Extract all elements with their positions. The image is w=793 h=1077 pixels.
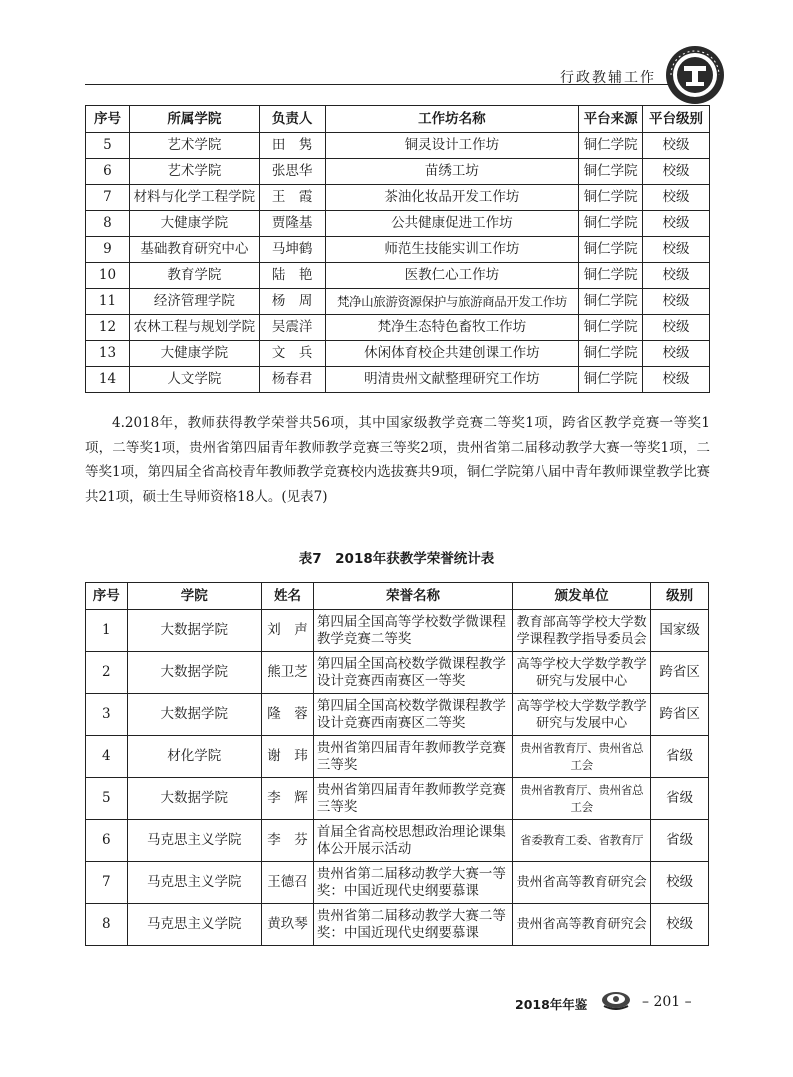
cell: 铜仁学院: [579, 315, 643, 341]
cell: 8: [86, 904, 128, 946]
cell: 铜仁学院: [579, 367, 643, 393]
cell: 第四届全国高等学校数学微课程教学竞赛二等奖: [313, 610, 512, 652]
cell: 马克思主义学院: [127, 820, 262, 862]
table-row: [86, 367, 710, 393]
cell: 14: [86, 367, 130, 393]
cell: 校级: [643, 185, 710, 211]
cell: 大数据学院: [127, 610, 262, 652]
table-row: [86, 904, 709, 946]
cell: 苗绣工坊: [325, 159, 579, 185]
cell: 李 芬: [262, 820, 314, 862]
cell: 省委教育工委、省教育厅: [513, 820, 651, 862]
cell: 贵州省高等教育研究会: [513, 862, 651, 904]
cell: 省级: [651, 778, 709, 820]
col-header: 序号: [86, 106, 130, 133]
running-header: 行政教辅工作: [560, 70, 656, 86]
cell: 首届全省高校思想政治理论课集体公开展示活动: [313, 820, 512, 862]
cell: 贵州省教育厅、贵州省总工会: [513, 736, 651, 778]
cell: 第四届全国高校数学微课程教学设计竞赛西南赛区一等奖: [313, 652, 512, 694]
col-header: 荣誉名称: [313, 583, 512, 610]
cell: 隆 蓉: [262, 694, 314, 736]
cell: 贵州省第二届移动教学大赛二等奖：中国近现代史纲要慕课: [313, 904, 512, 946]
table-row: [86, 211, 710, 237]
table-row: [86, 820, 709, 862]
table-row: [86, 778, 709, 820]
cell: 校级: [643, 159, 710, 185]
cell: 铜仁学院: [579, 341, 643, 367]
table-header-row: [86, 583, 709, 610]
cell: 梵净生态特色畜牧工作坊: [325, 315, 579, 341]
cell: 材化学院: [127, 736, 262, 778]
cell: 杨春君: [259, 367, 325, 393]
cell: 刘 声: [262, 610, 314, 652]
cell: 王 霞: [259, 185, 325, 211]
cell: 艺术学院: [129, 159, 259, 185]
cell: 材料与化学工程学院: [129, 185, 259, 211]
cell: 校级: [643, 315, 710, 341]
cell: 李 辉: [262, 778, 314, 820]
cell: 马克思主义学院: [127, 862, 262, 904]
cell: 校级: [643, 211, 710, 237]
cell: 张思华: [259, 159, 325, 185]
cell: 大数据学院: [127, 694, 262, 736]
table-row: [86, 315, 710, 341]
col-header: 序号: [86, 583, 128, 610]
table-row: [86, 736, 709, 778]
cell: 国家级: [651, 610, 709, 652]
table-row: [86, 263, 710, 289]
table-row: [86, 237, 710, 263]
cell: 7: [86, 185, 130, 211]
cell: 贵州省第四届青年教师教学竞赛三等奖: [313, 778, 512, 820]
cell: 校级: [643, 289, 710, 315]
cell: 校级: [643, 367, 710, 393]
cell: 茶油化妆品开发工作坊: [325, 185, 579, 211]
cell: 校级: [643, 341, 710, 367]
table-row: [86, 652, 709, 694]
col-header: 平台来源: [579, 106, 643, 133]
cell: 高等学校大学数学教学研究与发展中心: [513, 652, 651, 694]
cell: 贵州省教育厅、贵州省总工会: [513, 778, 651, 820]
yearbook-ornament-icon: [598, 988, 634, 1010]
university-seal-icon: [664, 44, 726, 106]
cell: 省级: [651, 736, 709, 778]
col-header: 颁发单位: [513, 583, 651, 610]
page-number: – 201 –: [642, 994, 692, 1010]
col-header: 所属学院: [129, 106, 259, 133]
cell: 熊卫芝: [262, 652, 314, 694]
cell: 贵州省第四届青年教师教学竞赛三等奖: [313, 736, 512, 778]
cell: 铜仁学院: [579, 211, 643, 237]
cell: 贵州省高等教育研究会: [513, 904, 651, 946]
cell: 马克思主义学院: [127, 904, 262, 946]
cell: 高等学校大学数学教学研究与发展中心: [513, 694, 651, 736]
cell: 贾隆基: [259, 211, 325, 237]
cell: 1: [86, 610, 128, 652]
cell: 4: [86, 736, 128, 778]
workshop-table: [85, 105, 710, 393]
cell: 教育部高等学校大学数学课程教学指导委员会: [513, 610, 651, 652]
cell: 农林工程与规划学院: [129, 315, 259, 341]
cell: 铜仁学院: [579, 159, 643, 185]
cell: 11: [86, 289, 130, 315]
cell: 大健康学院: [129, 341, 259, 367]
col-header: 姓名: [262, 583, 314, 610]
cell: 吴震洋: [259, 315, 325, 341]
cell: 大健康学院: [129, 211, 259, 237]
cell: 休闲体育校企共建创课工作坊: [325, 341, 579, 367]
cell: 基础教育研究中心: [129, 237, 259, 263]
table-row: [86, 862, 709, 904]
cell: 马坤鹤: [259, 237, 325, 263]
cell: 5: [86, 778, 128, 820]
cell: 艺术学院: [129, 133, 259, 159]
table-row: [86, 159, 710, 185]
cell: 校级: [643, 133, 710, 159]
table-row: [86, 341, 710, 367]
cell: 医教仁心工作坊: [325, 263, 579, 289]
cell: 人文学院: [129, 367, 259, 393]
cell: 第四届全国高校数学微课程教学设计竞赛西南赛区二等奖: [313, 694, 512, 736]
cell: 大数据学院: [127, 778, 262, 820]
cell: 教育学院: [129, 263, 259, 289]
cell: 铜仁学院: [579, 237, 643, 263]
cell: 省级: [651, 820, 709, 862]
table-row: [86, 610, 709, 652]
cell: 校级: [643, 263, 710, 289]
table-header-row: [86, 106, 710, 133]
cell: 2: [86, 652, 128, 694]
table-row: [86, 133, 710, 159]
col-header: 负责人: [259, 106, 325, 133]
cell: 王德召: [262, 862, 314, 904]
col-header: 工作坊名称: [325, 106, 579, 133]
cell: 6: [86, 820, 128, 862]
cell: 田 隽: [259, 133, 325, 159]
cell: 铜仁学院: [579, 263, 643, 289]
cell: 谢 玮: [262, 736, 314, 778]
cell: 13: [86, 341, 130, 367]
cell: 公共健康促进工作坊: [325, 211, 579, 237]
table-row: [86, 289, 710, 315]
cell: 校级: [643, 237, 710, 263]
table-caption: 表7 2018年获教学荣誉统计表: [298, 551, 495, 567]
cell: 师范生技能实训工作坊: [325, 237, 579, 263]
cell: 7: [86, 862, 128, 904]
honors-table: [85, 582, 709, 946]
cell: 文 兵: [259, 341, 325, 367]
cell: 9: [86, 237, 130, 263]
header-rule: [85, 84, 715, 85]
table-row: [86, 185, 710, 211]
col-header: 平台级别: [643, 106, 710, 133]
cell: 校级: [651, 862, 709, 904]
cell: 跨省区: [651, 652, 709, 694]
cell: 校级: [651, 904, 709, 946]
body-paragraph: 4.2018年，教师获得教学荣誉共56项，其中国家级教学竞赛二等奖1项，跨省区教学竞赛一等奖1项，二等奖1项，贵州省第四届青年教师教学竞赛三等奖2项，贵州省第二届移动教学大赛一等奖1项，二等奖1项，第四届全省高校青年教师教学竞赛校内选拔赛共9项，铜仁学院第八届中青年教师课堂教学比赛共21项，硕士生导师资格18人。(见表7): [85, 415, 710, 505]
cell: 经济管理学院: [129, 289, 259, 315]
cell: 杨 周: [259, 289, 325, 315]
cell: 黄玖琴: [262, 904, 314, 946]
col-header: 级别: [651, 583, 709, 610]
cell: 10: [86, 263, 130, 289]
cell: 跨省区: [651, 694, 709, 736]
cell: 铜仁学院: [579, 133, 643, 159]
cell: 12: [86, 315, 130, 341]
cell: 6: [86, 159, 130, 185]
cell: 铜仁学院: [579, 289, 643, 315]
col-header: 学院: [127, 583, 262, 610]
table-row: [86, 694, 709, 736]
cell: 铜仁学院: [579, 185, 643, 211]
cell: 3: [86, 694, 128, 736]
cell: 大数据学院: [127, 652, 262, 694]
cell: 8: [86, 211, 130, 237]
cell: 明清贵州文献整理研究工作坊: [325, 367, 579, 393]
cell: 贵州省第二届移动教学大赛一等奖：中国近现代史纲要慕课: [313, 862, 512, 904]
cell: 梵净山旅游资源保护与旅游商品开发工作坊: [325, 289, 579, 315]
yearbook-label: 2018年年鉴: [515, 997, 588, 1012]
cell: 5: [86, 133, 130, 159]
cell: 陆 艳: [259, 263, 325, 289]
cell: 铜灵设计工作坊: [325, 133, 579, 159]
